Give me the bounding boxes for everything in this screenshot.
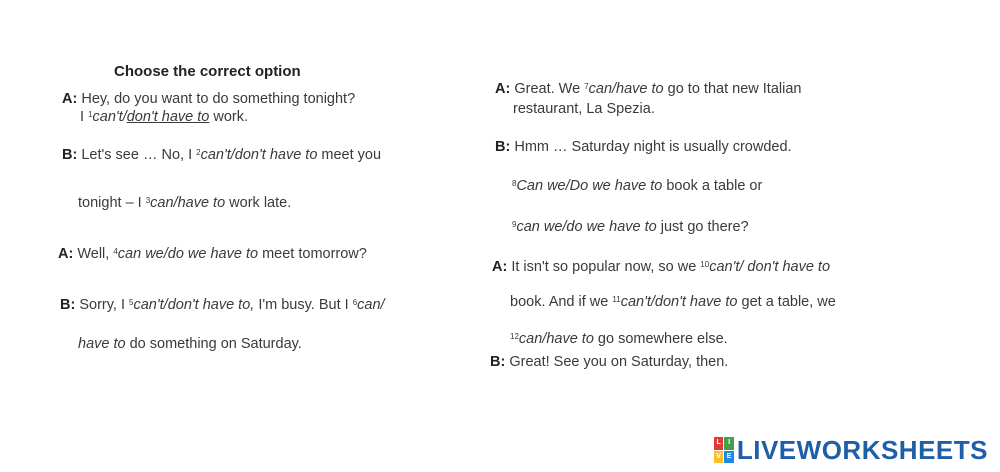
dialogue-text: It isn't so popular now, so we [511, 259, 701, 275]
gap-number: 3 [145, 196, 151, 205]
dialogue-text: Well, [77, 246, 114, 262]
speaker-label: A: [62, 91, 78, 107]
dialogue-text: go somewhere else. [593, 331, 728, 347]
gap-number: 8 [512, 179, 517, 188]
option-choice[interactable]: can't/ [92, 109, 127, 125]
speaker-label: A: [492, 259, 508, 275]
dialogue-text: meet you [317, 147, 382, 163]
speaker-label: B: [495, 139, 511, 155]
line-right-9 [490, 353, 728, 371]
line-left-5 [58, 245, 367, 263]
line-left-6 [60, 296, 385, 314]
option-choice[interactable]: can we/do we have to [117, 246, 259, 262]
dialogue-text: work. [209, 109, 248, 125]
dialogue-text: Sorry, I [79, 297, 130, 313]
dialogue-text: work late. [225, 195, 292, 211]
gap-number: 2 [196, 148, 201, 157]
dialogue-text: get a table, we [737, 294, 836, 310]
speaker-label: B: [62, 147, 78, 163]
dialogue-text: Hey, do you want to do something tonight? [81, 91, 356, 107]
dialogue-text: book. And if we [510, 294, 613, 310]
option-choice-selected[interactable]: don't have to [126, 109, 210, 125]
line-left-7 [78, 335, 302, 353]
line-right-7 [510, 293, 836, 311]
speaker-label: A: [495, 81, 511, 97]
liveworksheets-logo[interactable] [714, 436, 988, 464]
dialogue-text: Great! See you on Saturday, then. [509, 354, 729, 370]
line-left-3 [62, 146, 381, 164]
speaker-label: B: [60, 297, 76, 313]
gap-number: 9 [512, 220, 517, 229]
dialogue-text: just go there? [656, 219, 749, 235]
option-choice[interactable]: can/have to [150, 195, 226, 211]
option-choice[interactable]: Can we/Do we have to [516, 178, 663, 194]
gap-number: 5 [129, 298, 134, 307]
dialogue-text: I'm busy. But I [254, 297, 353, 313]
gap-number: 7 [584, 82, 589, 91]
line-right-8 [510, 330, 728, 348]
dialogue-text: Let's see … No, I [81, 147, 197, 163]
option-choice[interactable]: can't/don't have to [620, 294, 738, 310]
option-choice[interactable]: can't/don't have to, [133, 297, 255, 313]
logo-badge-icon [714, 437, 734, 463]
exercise-title: Choose the correct option [114, 63, 301, 80]
logo-badge-letter: V [714, 451, 724, 464]
logo-text: LIVEWORKSHEETS [736, 434, 988, 465]
dialogue-text: Great. We [514, 81, 585, 97]
logo-badge-letter: E [724, 451, 734, 464]
gap-number: 6 [352, 298, 358, 307]
gap-number: 10 [700, 260, 710, 269]
line-right-3 [495, 138, 792, 156]
option-choice[interactable]: can't/ don't have to [709, 259, 831, 275]
dialogue-text: I [80, 109, 89, 125]
line-right-2 [513, 100, 655, 118]
line-right-6 [492, 258, 830, 276]
speaker-label: B: [490, 354, 506, 370]
dialogue-text: tonight – I [78, 195, 146, 211]
gap-number: 4 [113, 247, 118, 256]
logo-badge-letter: I [724, 437, 734, 450]
line-right-5 [512, 218, 749, 236]
dialogue-text: go to that new Italian [663, 81, 802, 97]
line-right-4 [512, 177, 762, 195]
dialogue-text: meet tomorrow? [258, 246, 367, 262]
line-right-1 [495, 80, 801, 98]
logo-badge-letter: L [714, 437, 724, 450]
option-choice[interactable]: can/ [357, 297, 385, 313]
speaker-label: A: [58, 246, 74, 262]
dialogue-text: book a table or [662, 178, 763, 194]
option-choice[interactable]: have to [78, 336, 126, 352]
dialogue-text: do something on Saturday. [125, 336, 302, 352]
option-choice[interactable]: can't/don't have to [200, 147, 318, 163]
dialogue-text: Hmm … Saturday night is usually crowded. [514, 139, 792, 155]
dialogue-text: restaurant, La Spezia. [513, 101, 655, 117]
option-choice[interactable]: can/have to [588, 81, 664, 97]
line-left-4 [78, 194, 291, 212]
gap-number: 11 [612, 295, 621, 304]
line-left-2 [80, 108, 248, 126]
gap-number: 1 [88, 110, 93, 119]
option-choice[interactable]: can/have to [518, 331, 594, 347]
option-choice[interactable]: can we/do we have to [516, 219, 657, 235]
gap-number: 12 [510, 332, 519, 341]
line-left-1 [62, 90, 355, 108]
